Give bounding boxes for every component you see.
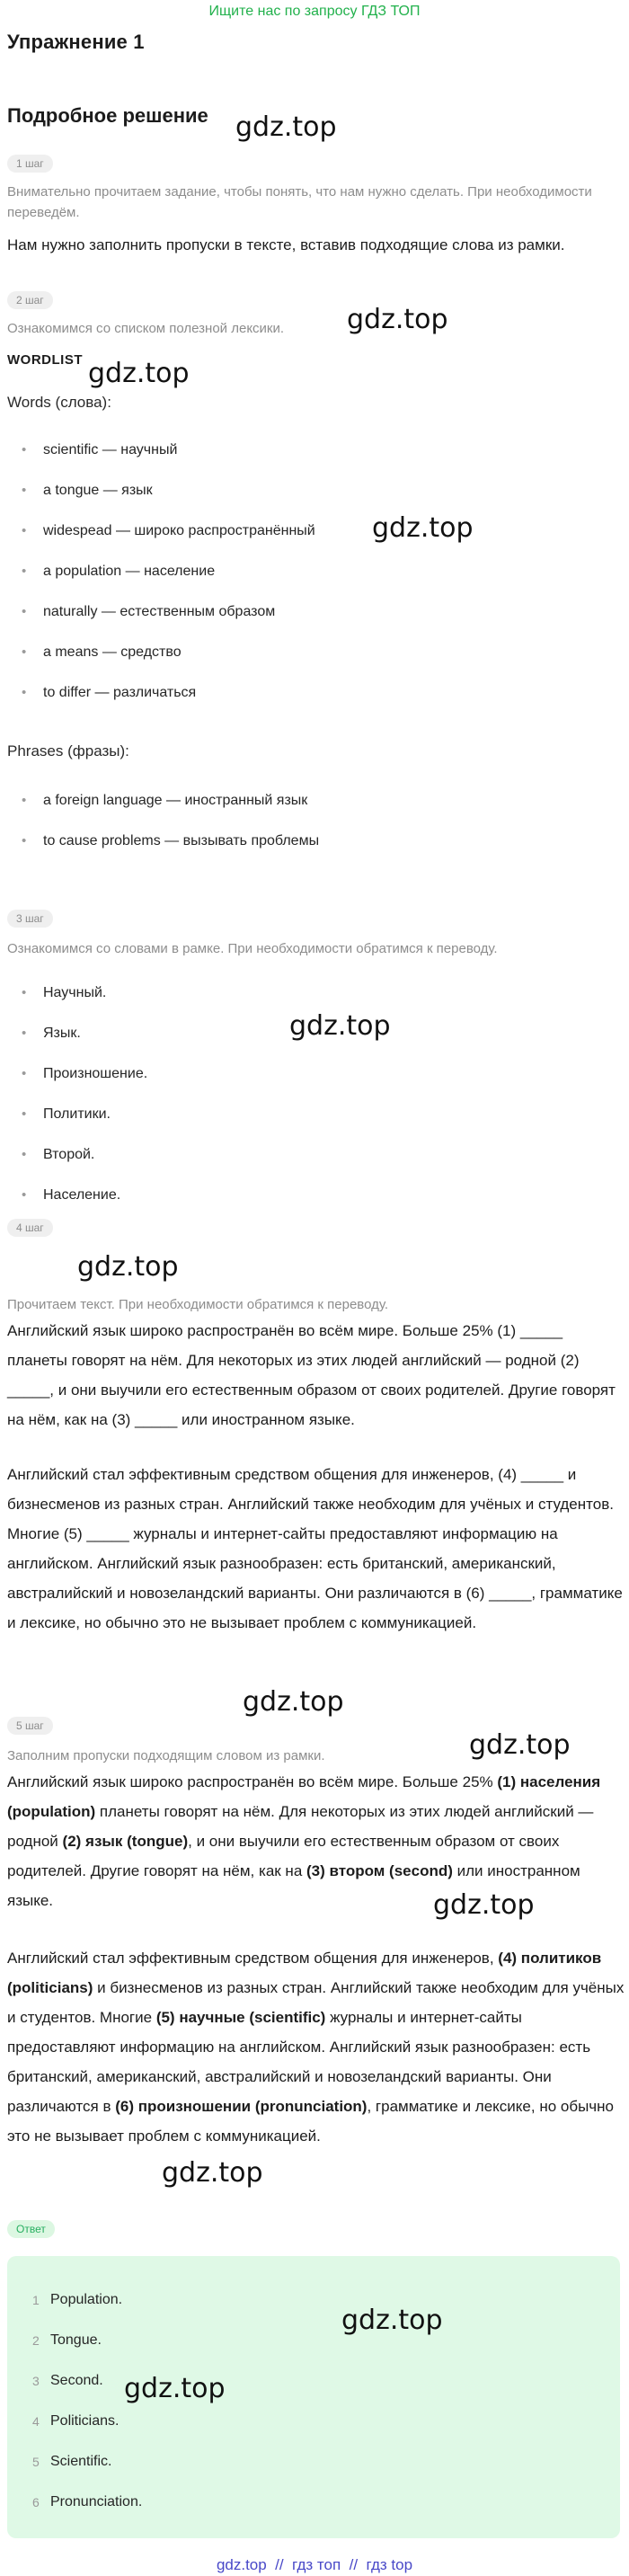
list-item: • to differ — различаться xyxy=(7,683,582,724)
list-item: 6 Pronunciation. xyxy=(32,2494,143,2509)
list-item: • Язык. xyxy=(7,1024,582,1064)
watermark: gdz.top xyxy=(469,1729,571,1761)
watermark: gdz.top xyxy=(372,512,474,544)
watermark: gdz.top xyxy=(88,358,190,389)
watermark: gdz.top xyxy=(77,1251,179,1283)
search-banner[interactable]: Ищите нас по запросу ГДЗ ТОП xyxy=(208,4,421,19)
answer-badge: Ответ xyxy=(7,2220,55,2238)
step-2-badge: 2 шаг xyxy=(7,291,53,309)
watermark: gdz.top xyxy=(124,2373,226,2404)
list-item: 5 Scientific. xyxy=(32,2454,112,2469)
footer-links[interactable]: gdz.top // гдз топ // гдз top xyxy=(216,2556,413,2573)
list-item: • Население. xyxy=(7,1186,582,1226)
list-item: • a means — средство xyxy=(7,643,582,683)
filled-answer: (1) населения (population) xyxy=(7,1773,601,1820)
watermark: gdz.top xyxy=(162,2157,263,2189)
step-1-text: Нам нужно заполнить пропуски в тексте, вставив подходящие слова из рамки. xyxy=(7,236,565,253)
list-item: 2 Tongue. xyxy=(32,2332,102,2348)
list-item: • Научный. xyxy=(7,983,582,1024)
list-item: • Политики. xyxy=(7,1105,582,1145)
list-item: • to cause problems — вызывать проблемы xyxy=(7,831,582,872)
step-5-paragraph-2: Английский стал эффективным средством общения для инженеров, (4) политиков (politicians) и бизнесменов из разных стран. Английский также необходим для учёных и студентов. Многие (5) научные (scientific) журналы и интернет-сайты предоставляют информацию на английском. Английский язык разнообразен: есть британский, американский, австралийский и новозеландский варианты. Они различаются в (6) произношении (pronunciation), грамматике и лексике, но обычно это не вызывает проблем с коммуникацией. xyxy=(7,1950,625,2145)
watermark: gdz.top xyxy=(347,304,448,335)
words-list xyxy=(7,440,582,724)
list-item: • Произношение. xyxy=(7,1064,582,1105)
list-item: • Второй. xyxy=(7,1145,582,1186)
list-item: 1 Population. xyxy=(32,2292,123,2307)
watermark: gdz.top xyxy=(341,2305,443,2336)
watermark: gdz.top xyxy=(235,111,337,143)
page-title: Упражнение 1 xyxy=(7,31,145,53)
step-2-note: Ознакомимся со списком полезной лексики. xyxy=(7,321,285,336)
list-item: • widespead — широко распространённый xyxy=(7,521,582,562)
words-label: Words (слова): xyxy=(7,394,111,411)
step-5-paragraph-1: Английский язык широко распространён во всём мире. Больше 25% (1) населения (population) планеты говорят на нём. Для некоторых из этих людей английский — родной (2) язык (tongue), и они выучили его естественным образом от своих родителей. Другие говорят на нём, как на (3) втором (second) или иностранном языке. xyxy=(7,1773,601,1909)
step-4-paragraph-1: Английский язык широко распространён во всём мире. Больше 25% (1) _____ планеты говорят на нём. Для некоторых из этих людей английский — родной (2) _____, и они выучили его естественным образом от своих родителей. Другие говорят на нём, как на (3) _____ или иностранном языке. xyxy=(7,1322,616,1428)
watermark: gdz.top xyxy=(433,1889,535,1921)
phrases-label: Phrases (фразы): xyxy=(7,742,129,759)
wordlist-heading: WORDLIST xyxy=(7,352,83,368)
list-item: 3 Second. xyxy=(32,2373,103,2388)
step-5-note: Заполним пропуски подходящим словом из рамки. xyxy=(7,1748,325,1763)
phrases-list xyxy=(7,791,582,872)
step-5-badge: 5 шаг xyxy=(7,1717,53,1735)
list-item: • scientific — научный xyxy=(7,440,582,481)
step-3-note: Ознакомимся со словами в рамке. При необходимости обратимся к переводу. xyxy=(7,941,498,956)
watermark: gdz.top xyxy=(289,1010,391,1042)
list-item: • naturally — естественным образом xyxy=(7,602,582,643)
list-item: • a population — население xyxy=(7,562,582,602)
filled-answer: (2) язык (tongue) xyxy=(62,1833,189,1850)
list-item: 4 Politicians. xyxy=(32,2413,120,2429)
filled-answer: (4) политиков (politicians) xyxy=(7,1950,602,1996)
step-1-note: Внимательно прочитаем задание, чтобы понять, что нам нужно сделать. При необходимости переведём. xyxy=(7,184,592,220)
filled-answer: (6) произношении (pronunciation) xyxy=(115,2098,368,2115)
answer-list xyxy=(22,2290,142,2533)
filled-answer: (5) научные (scientific) xyxy=(155,2009,326,2026)
solution-heading: Подробное решение xyxy=(7,104,208,127)
step-3-badge: 3 шаг xyxy=(7,910,53,928)
watermark: gdz.top xyxy=(243,1686,344,1718)
filled-answer: (3) втором (second) xyxy=(306,1862,453,1879)
step-4-paragraph-2: Английский стал эффективным средством общения для инженеров, (4) _____ и бизнесменов из разных стран. Английский также необходим для учёных и студентов. Многие (5) _____ журналы и интернет-сайты предоставляют информацию на английском. Английский язык разнообразен: есть британский, американский, австралийский и новозеландский варианты. Они различаются в (6) _____, грамматике и лексике, но обычно это не вызывает проблем с коммуникацией. xyxy=(7,1466,623,1631)
answer-box xyxy=(7,2256,620,2538)
step-4-badge: 4 шаг xyxy=(7,1219,53,1237)
step-1-badge: 1 шаг xyxy=(7,155,53,173)
list-item: • a foreign language — иностранный язык xyxy=(7,791,582,831)
step-4-note: Прочитаем текст. При необходимости обратимся к переводу. xyxy=(7,1297,389,1312)
list-item: • a tongue — язык xyxy=(7,481,582,521)
